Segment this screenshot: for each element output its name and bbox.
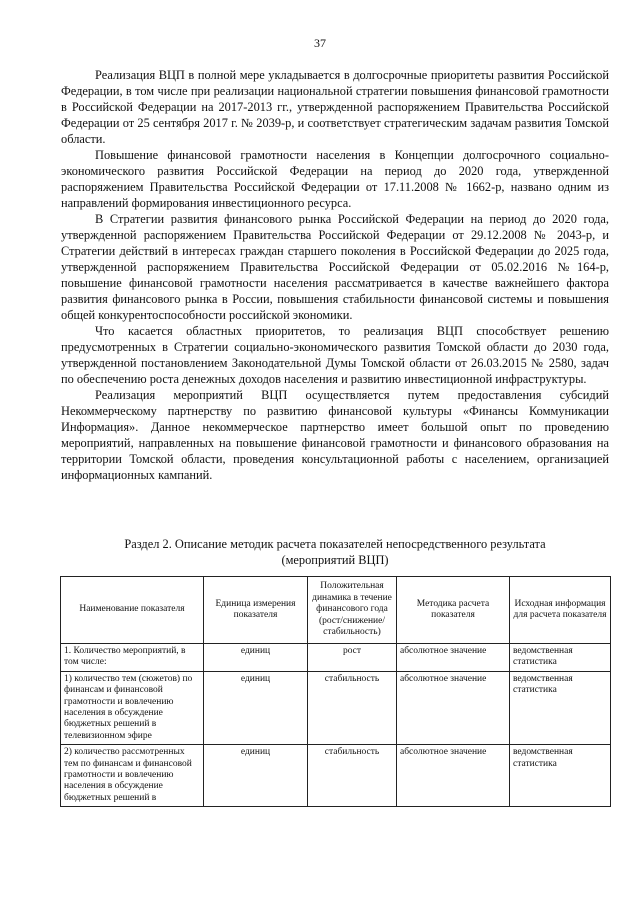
table-cell: единиц [204, 644, 308, 672]
table-cell: стабильность [308, 745, 397, 807]
page-number: 37 [314, 36, 326, 50]
table-cell: единиц [204, 671, 308, 744]
table-row [61, 644, 611, 672]
table-header-cell: Единица измерения показателя [204, 577, 308, 644]
table-cell: ведомственная статистика [510, 644, 611, 672]
table-cell: 2) количество рассмотренных тем по финансам и финансовой грамотности и вовлечению населения в обсуждение бюджетных решений в [61, 745, 204, 807]
section-title-line: (мероприятий ВЦП) [281, 553, 389, 567]
table-cell: абсолютное значение [397, 644, 510, 672]
paragraph: Что касается областных приоритетов, то реализация ВЦП способствует решению предусмотренных в Стратегии социально-экономического развития Томской области до 2030 года, утвержденной постановлением Законодательной Думы Томской области от 26.03.2015 № 2580, задач по обеспечению роста денежных доходов населения и развитию инвестиционной инфраструктуры. [61, 324, 609, 386]
paragraph: Реализация ВЦП в полной мере укладывается в долгосрочные приоритеты развития Российской Федерации, в том числе при реализации национальной стратегии повышения финансовой грамотности в Российской Федерации на 2017-2013 гг., утвержденной распоряжением Правительства Российской Федерации от 25 сентября 2017 г. № 2039-р, и соответствует стратегическим задачам развития Томской области. [61, 68, 609, 146]
table-cell: рост [308, 644, 397, 672]
table-cell: стабильность [308, 671, 397, 744]
table-row [61, 671, 611, 744]
table-header-row [61, 577, 611, 644]
table-cell: абсолютное значение [397, 745, 510, 807]
table-cell: 1. Количество мероприятий, в том числе: [61, 644, 204, 672]
indicators-table [60, 576, 611, 807]
table-header-cell: Методика расчета показателя [397, 577, 510, 644]
paragraph: Реализация мероприятий ВЦП осуществляется путем предоставления субсидий Некоммерческому партнерству по развитию финансовой культуры «Финансы Коммуникации Информация». Данное некоммерческое партнерство имеет большой опыт по проведению мероприятий, направленных на повышение финансовой грамотности и финансового образования на территории Томской области, проведения консультационной работы с населением, организацией информационных кампаний. [61, 388, 609, 482]
table-row [61, 745, 611, 807]
paragraph: В Стратегии развития финансового рынка Российской Федерации на период до 2020 года, утвержденной распоряжением Правительства Российской Федерации от 29.12.2008 № 2043-р, и Стратегии действий в интересах граждан старшего поколения в Российской Федерации до 2025 года, утвержденной распоряжением Правительства Российской Федерации от 05.02.2016 №164-р, повышение финансовой грамотности населения рассматривается в качестве важнейшего фактора развития финансового рынка в России, повышения стабильности финансовой системы и повышения общей конкурентоспособности российской экономики. [61, 212, 609, 322]
paragraph: Повышение финансовой грамотности населения в Концепции долгосрочного социально-экономического развития Российской Федерации на период до 2020 года, утвержденной распоряжением Правительства Российской Федерации от 17.11.2008 № 1662-р, названо одним из направлений формирования инвестиционного ресурса. [61, 148, 609, 210]
table-cell: 1) количество тем (сюжетов) по финансам и финансовой грамотности и вовлечению населения в обсуждение бюджетных решений в телевизионном эфире [61, 671, 204, 744]
table-cell: абсолютное значение [397, 671, 510, 744]
table-cell: ведомственная статистика [510, 745, 611, 807]
table-cell: ведомственная статистика [510, 671, 611, 744]
table-header-cell: Исходная информация для расчета показателя [510, 577, 611, 644]
body-text [61, 67, 609, 483]
table-cell: единиц [204, 745, 308, 807]
table-header-cell: Положительная динамика в течение финансового года (рост/снижение/ стабильность) [308, 577, 397, 644]
table-header-cell: Наименование показателя [61, 577, 204, 644]
section-title [61, 536, 609, 568]
section-title-line: Раздел 2. Описание методик расчета показателей непосредственного результата [124, 537, 546, 551]
